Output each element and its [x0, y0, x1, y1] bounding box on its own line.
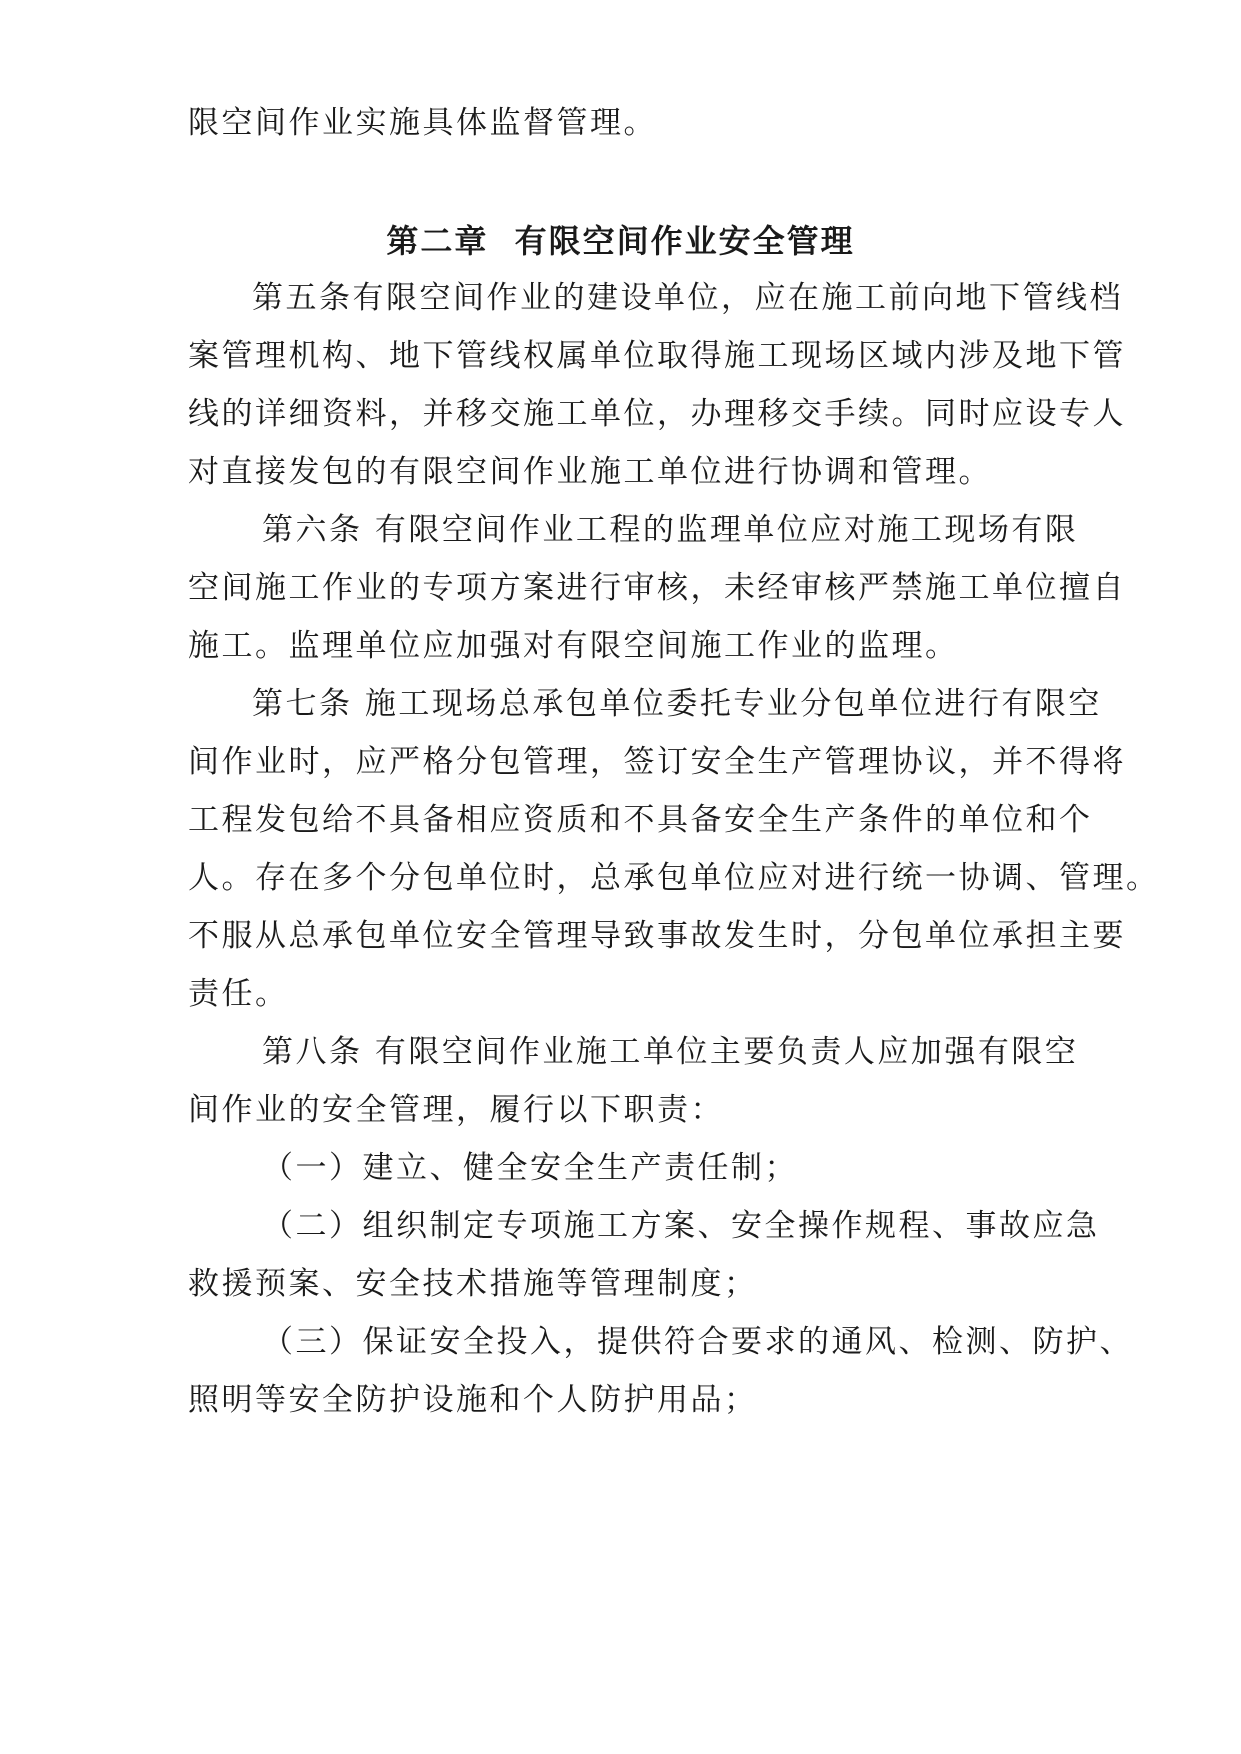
item-2-line-1: （二）组织制定专项施工方案、安全操作规程、事故应急: [262, 1208, 1100, 1244]
article-5-line-2: 案管理机构、地下管线权属单位取得施工现场区域内涉及地下管: [188, 338, 1126, 374]
article-7-line-4: 人。存在多个分包单位时，总承包单位应对进行统一协调、管理。: [188, 860, 1160, 896]
article-7-line-5: 不服从总承包单位安全管理导致事故发生时，分包单位承担主要: [188, 918, 1126, 954]
intro-tail-line: 限空间作业实施具体监督管理。: [188, 105, 657, 141]
article-6-line-2: 空间施工作业的专项方案进行审核，未经审核严禁施工单位擅自: [188, 570, 1126, 606]
article-7-line-3: 工程发包给不具备相应资质和不具备安全生产条件的单位和个: [188, 802, 1093, 838]
item-1-line-1: （一）建立、健全安全生产责任制；: [262, 1150, 798, 1186]
article-5-line-1: 第五条有限空间作业的建设单位，应在施工前向地下管线档: [252, 280, 1123, 316]
item-3-line-2: 照明等安全防护设施和个人防护用品；: [188, 1382, 758, 1418]
article-8-line-1: 第八条 有限空间作业施工单位主要负责人应加强有限空: [262, 1034, 1079, 1070]
article-7-line-2: 间作业时，应严格分包管理，签订安全生产管理协议，并不得将: [188, 744, 1126, 780]
article-7-line-1: 第七条 施工现场总承包单位委托专业分包单位进行有限空: [252, 686, 1102, 722]
article-8-line-2: 间作业的安全管理，履行以下职责：: [188, 1092, 724, 1128]
article-6-line-3: 施工。监理单位应加强对有限空间施工作业的监理。: [188, 628, 959, 664]
article-6-line-1: 第六条 有限空间作业工程的监理单位应对施工现场有限: [262, 512, 1079, 548]
chapter-heading: 第二章 有限空间作业安全管理: [386, 222, 855, 260]
item-3-line-1: （三）保证安全投入，提供符合要求的通风、检测、防护、: [262, 1324, 1133, 1360]
article-5-line-3: 线的详细资料，并移交施工单位，办理移交手续。同时应设专人: [188, 396, 1126, 432]
item-2-line-2: 救援预案、安全技术措施等管理制度；: [188, 1266, 758, 1302]
article-5-line-4: 对直接发包的有限空间作业施工单位进行协调和管理。: [188, 454, 992, 490]
article-7-line-6: 责任。: [188, 976, 289, 1012]
